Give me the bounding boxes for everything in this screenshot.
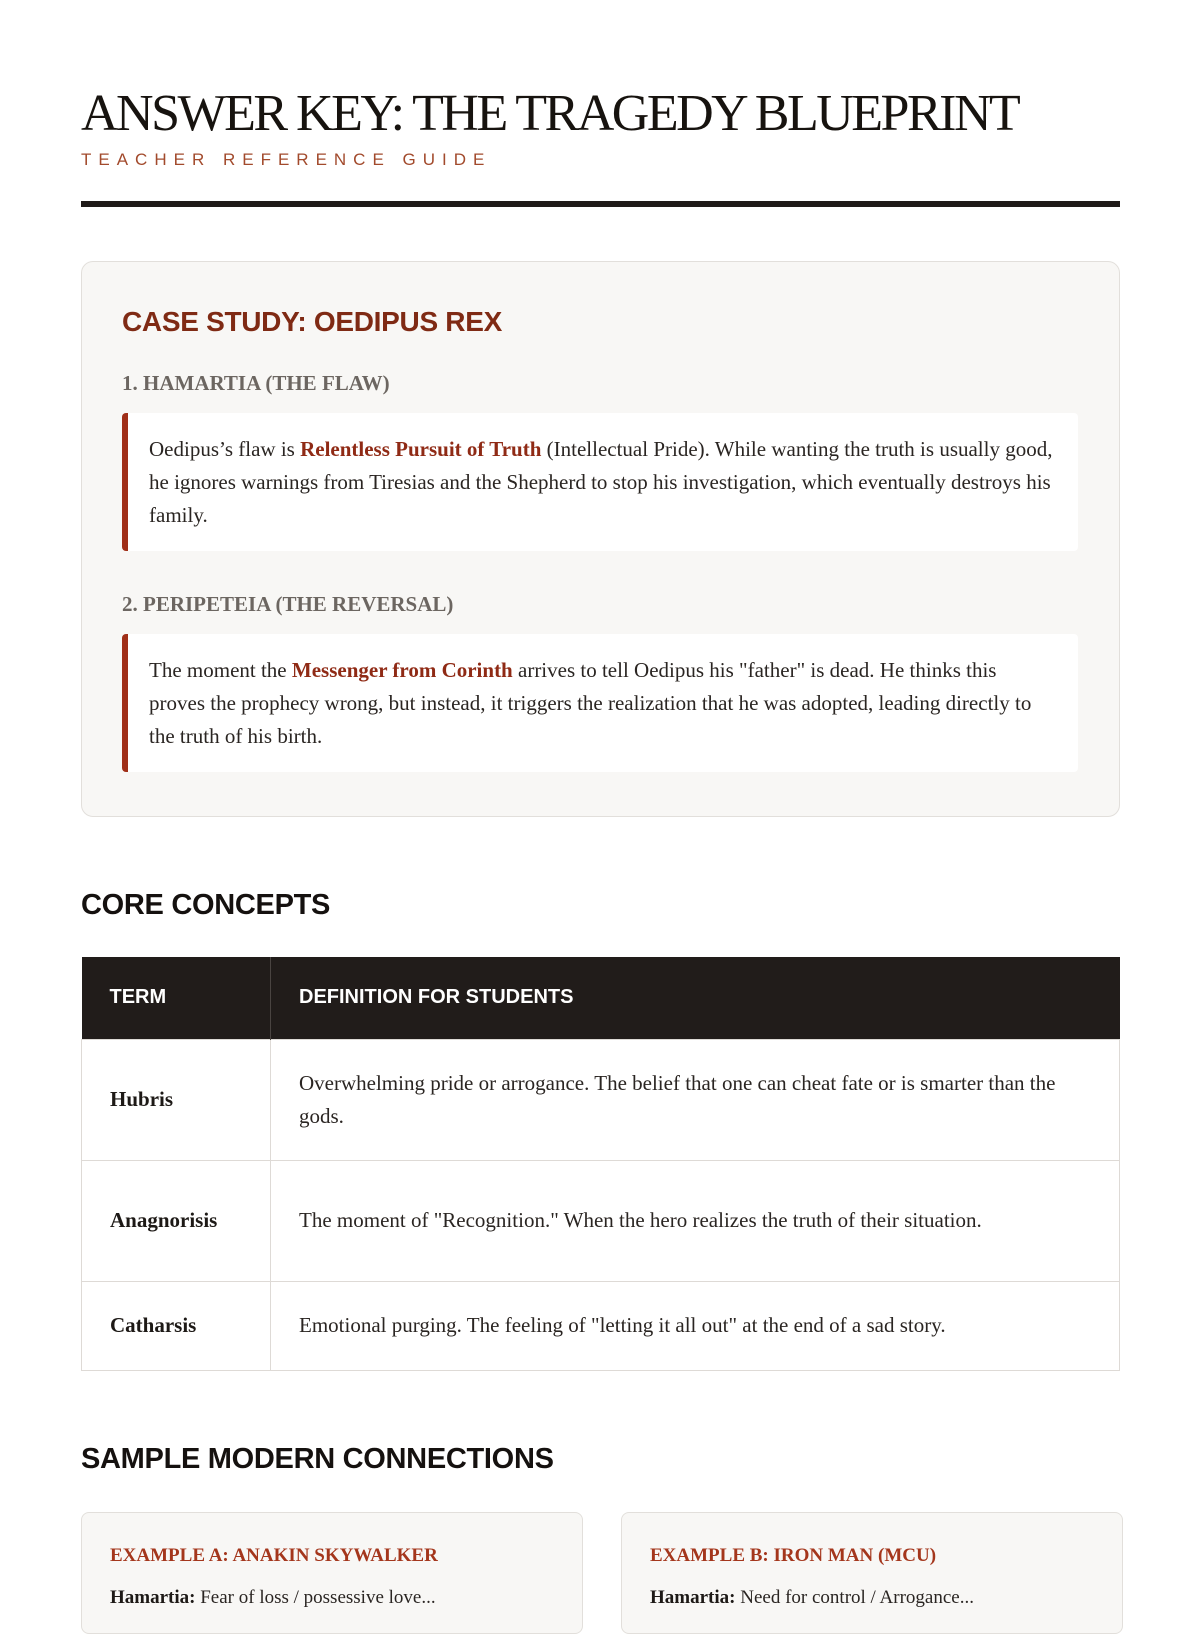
core-concepts-heading: CORE CONCEPTS: [81, 889, 331, 921]
page-title: ANSWER KEY: THE TRAGEDY BLUEPRINT: [81, 85, 1019, 142]
term-cell: Catharsis: [82, 1281, 271, 1370]
peripeteia-answer: [122, 634, 1078, 772]
example-text: [110, 1583, 560, 1613]
definition-cell: Overwhelming pride or arrogance. The belief that one can cheat fate or is smarter than the gods.: [271, 1039, 1120, 1160]
table-row: [82, 1160, 1120, 1281]
answer-highlight: Messenger from Corinth: [291, 658, 513, 682]
term-cell: Anagnorisis: [82, 1160, 271, 1281]
core-concepts-table: [81, 957, 1120, 1371]
answer-text: (Intellectual Pride). While wanting the truth is usually good, he ignores warnings from Tiresias and the Shepherd to stop his investigation, which eventually destroys his family.: [149, 437, 1053, 527]
example-body: Fear of loss / possessive love...: [195, 1587, 436, 1608]
page-subtitle: TEACHER REFERENCE GUIDE: [81, 150, 492, 169]
peripeteia-label: 2. PERIPETEIA (THE REVERSAL): [122, 592, 454, 616]
table-row: [82, 1281, 1120, 1370]
answer-text: arrives to tell Oedipus his "father" is dead. He thinks this proves the prophecy wrong, but instead, it triggers the realization that he was adopted, leading directly to the truth of his birth.: [149, 658, 1032, 748]
hamartia-answer: [122, 413, 1078, 551]
example-card-b: [621, 1512, 1123, 1634]
table-header-row: [82, 957, 1120, 1039]
column-header-term: TERM: [82, 957, 271, 1039]
definition-cell: Emotional purging. The feeling of "letting it all out" at the end of a sad story.: [271, 1281, 1120, 1370]
case-study-card: [81, 261, 1120, 817]
term-cell: Hubris: [82, 1039, 271, 1160]
example-label: Hamartia:: [110, 1587, 196, 1608]
table-row: [82, 1039, 1120, 1160]
example-card-a: [81, 1512, 583, 1634]
example-title: EXAMPLE B: IRON MAN (MCU): [650, 1545, 937, 1566]
example-title: EXAMPLE A: ANAKIN SKYWALKER: [110, 1545, 438, 1566]
definition-cell: The moment of "Recognition." When the hero realizes the truth of their situation.: [271, 1160, 1120, 1281]
case-study-title: CASE STUDY: OEDIPUS REX: [122, 306, 502, 337]
column-header-definition: DEFINITION FOR STUDENTS: [271, 957, 1120, 1039]
answer-text: Oedipus’s flaw is: [149, 437, 301, 461]
example-body: Need for control / Arrogance...: [735, 1587, 974, 1608]
answer-highlight: Relentless Pursuit of Truth: [300, 437, 542, 461]
example-label: Hamartia:: [650, 1587, 736, 1608]
hamartia-label: 1. HAMARTIA (THE FLAW): [122, 371, 390, 395]
modern-connections-heading: SAMPLE MODERN CONNECTIONS: [81, 1443, 554, 1475]
example-text: [650, 1583, 1100, 1613]
answer-text: The moment the: [149, 658, 292, 682]
header-divider: [81, 201, 1120, 207]
